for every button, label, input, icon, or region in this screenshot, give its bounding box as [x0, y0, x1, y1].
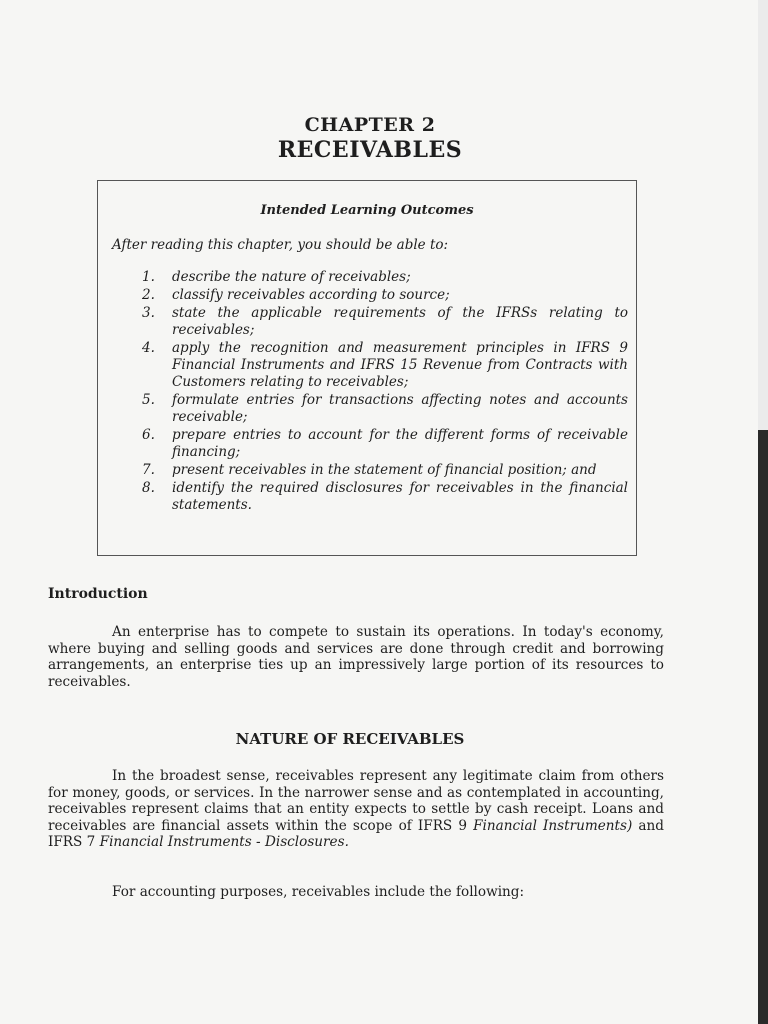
- list-item: [142, 462, 628, 479]
- nature-text-a: In the broadest sense, receivables represent any legitimate claim from others for money, goods, or services. In the narrower sense and as contemplated in accounting, receivables represent claims that an entity expects to settle by cash receipt. Loans and receivables are financial assets within the scope of IFRS 9: [48, 768, 664, 834]
- learning-outcomes-box: [97, 180, 637, 556]
- learning-outcomes-list: [142, 269, 628, 515]
- list-item: [142, 480, 628, 514]
- learning-outcomes-heading: Intended Learning Outcomes: [260, 203, 474, 218]
- list-item: [142, 305, 628, 339]
- introduction-heading: Introduction: [48, 586, 148, 602]
- nature-paragraph: [48, 768, 664, 851]
- list-item: [142, 287, 628, 304]
- list-number: 7.: [142, 462, 155, 478]
- list-text: formulate entries for transactions affecting notes and accounts receivable;: [172, 392, 628, 425]
- list-number: 3.: [142, 305, 155, 321]
- list-text: apply the recognition and measurement principles in IFRS 9 Financial Instruments and IFRS 15 Revenue from Contracts with Customers relating to receivables;: [172, 340, 628, 390]
- list-number: 6.: [142, 427, 155, 443]
- list-item: [142, 392, 628, 426]
- list-number: 8.: [142, 480, 155, 496]
- list-number: 4.: [142, 340, 155, 356]
- receivables-include-paragraph: For accounting purposes, receivables include the following:: [112, 884, 525, 900]
- nature-heading: NATURE OF RECEIVABLES: [235, 730, 465, 748]
- list-item: [142, 269, 628, 286]
- list-number: 1.: [142, 269, 155, 285]
- list-text: identify the required disclosures for receivables in the financial statements.: [172, 480, 628, 513]
- list-item: [142, 340, 628, 391]
- nature-text-a-italic: Financial Instruments): [473, 817, 633, 834]
- nature-text-b: and IFRS 7: [48, 817, 664, 850]
- list-text: present receivables in the statement of financial position; and: [172, 462, 597, 478]
- chapter-number: CHAPTER 2: [304, 114, 436, 136]
- page-edge: [758, 430, 768, 1024]
- chapter-title: RECEIVABLES: [277, 137, 463, 163]
- list-text: prepare entries to account for the different forms of receivable financing;: [172, 427, 628, 460]
- list-text: classify receivables according to source;: [172, 287, 450, 303]
- list-number: 5.: [142, 392, 155, 408]
- list-item: [142, 427, 628, 461]
- nature-text-b-italic: Financial Instruments - Disclosures.: [99, 834, 349, 850]
- list-number: 2.: [142, 287, 155, 303]
- list-text: state the applicable requirements of the IFRSs relating to receivables;: [172, 305, 628, 338]
- learning-outcomes-intro: After reading this chapter, you should be able to:: [112, 237, 449, 253]
- list-text: describe the nature of receivables;: [172, 269, 411, 285]
- introduction-paragraph: An enterprise has to compete to sustain its operations. In today's economy, where buying and selling goods and services are done through credit and borrowing arrangements, an enterprise ties up an impressively large portion of its resources to receivables.: [48, 624, 664, 690]
